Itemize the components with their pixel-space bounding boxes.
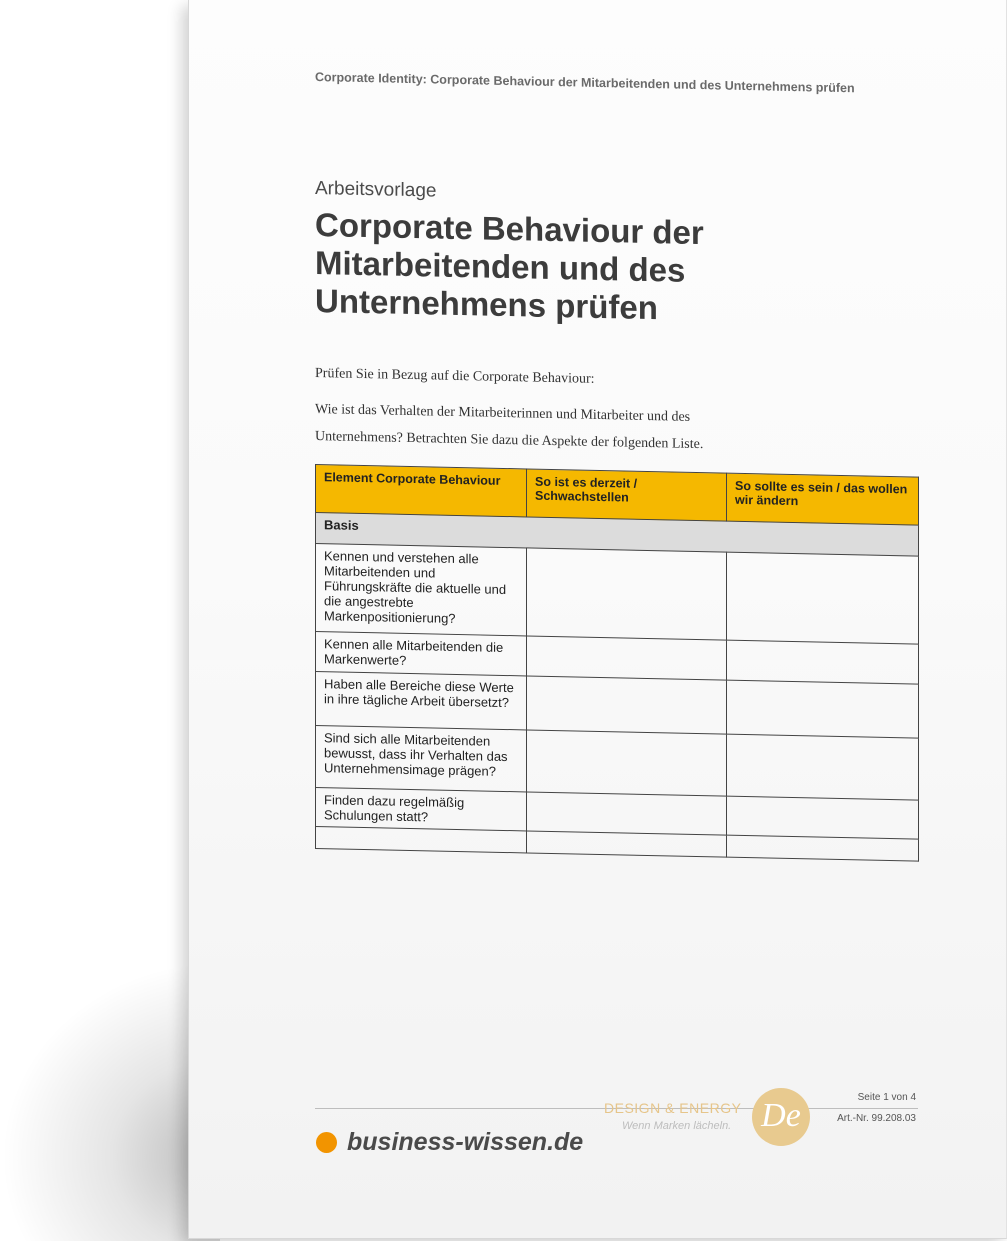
row-question: Sind sich alle Mitarbeitenden bewusst, dass ihr Verhalten das Unternehmensimage prägen? (316, 726, 527, 792)
brand-logo (316, 1128, 583, 1157)
target-state-cell[interactable] (727, 835, 919, 861)
table-row (316, 544, 919, 645)
target-state-cell[interactable] (727, 640, 919, 684)
page-info: Seite 1 von 4 (857, 1092, 916, 1103)
header-element: Element Corporate Behaviour (316, 465, 527, 517)
current-state-cell[interactable] (527, 636, 727, 680)
header-current-state: So ist es derzeit / Schwachstellen (527, 469, 727, 521)
current-state-cell[interactable] (527, 730, 727, 796)
brand-name: business-wissen.de (347, 1128, 584, 1156)
footer-meta (836, 1092, 916, 1134)
behaviour-table (315, 464, 919, 862)
page-drop-shadow (0, 960, 220, 1241)
partner-slogan: Wenn Marken lächeln. (622, 1120, 732, 1132)
partner-name: DESIGN & ENERGY (604, 1100, 742, 1116)
target-state-cell[interactable] (727, 680, 919, 738)
current-state-cell[interactable] (527, 792, 727, 835)
row-question (316, 827, 527, 853)
row-question: Haben alle Bereiche diese Werte in ihre tägliche Arbeit übersetzt? (316, 672, 527, 730)
target-state-cell[interactable] (727, 796, 919, 839)
current-state-cell[interactable] (527, 676, 727, 734)
section-label: Basis (316, 513, 919, 557)
partner-logo (604, 1098, 814, 1160)
document-title: Corporate Behaviour der Mitarbeitenden und des Unternehmens prüfen (315, 206, 704, 327)
current-state-cell[interactable] (527, 548, 727, 640)
target-state-cell[interactable] (727, 734, 919, 800)
document-content (315, 70, 918, 862)
row-question: Finden dazu regelmäßig Schulungen statt? (316, 788, 527, 831)
partner-monogram-icon: De (752, 1088, 810, 1146)
row-question: Kennen alle Mitarbeitenden die Markenwerte? (316, 632, 527, 676)
brand-dot-icon (316, 1132, 337, 1153)
article-number: Art.-Nr. 99.208.03 (837, 1113, 916, 1124)
row-question: Kennen und verstehen alle Mitarbeitenden und Führungskräfte die aktuelle und die angestrebte Markenpositionierung? (316, 544, 527, 636)
target-state-cell[interactable] (727, 552, 919, 644)
document-subtitle: Arbeitsvorlage (315, 178, 437, 202)
intro-line-2: Wie ist das Verhalten der Mitarbeiterinnen und Mitarbeiter und des Unternehmens? Betrachten Sie dazu die Aspekte der folgenden Liste. (315, 402, 704, 453)
current-state-cell[interactable] (527, 831, 727, 857)
header-target-state: So sollte es sein / das wollen wir ändern (727, 473, 919, 525)
intro-line-1: Prüfen Sie in Bezug auf die Corporate Behaviour: (315, 366, 595, 387)
document-header: Corporate Identity: Corporate Behaviour der Mitarbeitenden und des Unternehmens prüfen (315, 70, 855, 96)
